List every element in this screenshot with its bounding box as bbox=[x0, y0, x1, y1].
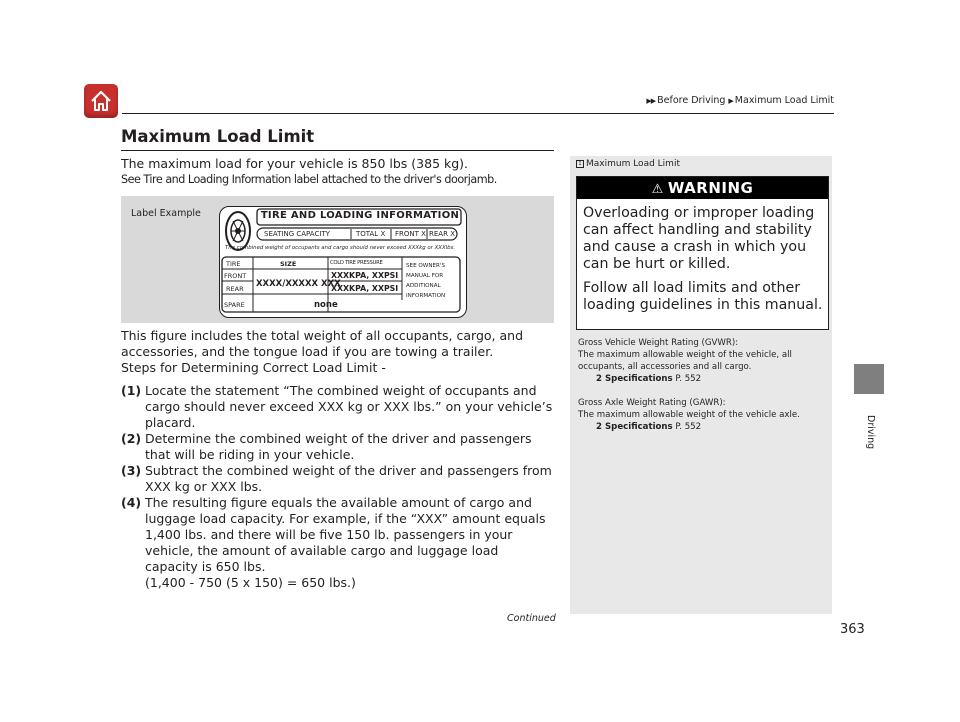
row-spare: SPARE bbox=[224, 301, 245, 309]
seating-capacity-label: SEATING CAPACITY bbox=[264, 230, 330, 238]
rear-pressure-value: XXXKPA, XXPSI bbox=[331, 284, 399, 293]
breadcrumb-link-before-driving[interactable]: Before Driving bbox=[657, 95, 726, 106]
breadcrumb-arrow-icon: ▶▶ bbox=[646, 97, 656, 105]
body-paragraph: This figure includes the total weight of all occupants, cargo, and accessories, and the tongue load if you are towing a trailer. bbox=[121, 328, 524, 359]
warning-text: Overloading or improper loading can affect handling and stability and cause a crash in which you can be hurt or killed. Follow all load limits and other loading guidelines in this manual. bbox=[583, 205, 823, 313]
home-button[interactable] bbox=[84, 84, 118, 118]
gvwr-ref-link[interactable]: Specifications bbox=[604, 374, 673, 384]
label-example-caption: Label Example bbox=[131, 208, 201, 219]
breadcrumb-current: Maximum Load Limit bbox=[734, 95, 834, 106]
sidebar-notes bbox=[578, 337, 826, 433]
tire-loading-label bbox=[219, 206, 467, 318]
page-title: Maximum Load Limit bbox=[121, 127, 315, 146]
gvwr-title: Gross Vehicle Weight Rating (GVWR): bbox=[578, 338, 739, 348]
front-pressure-value: XXXKPA, XXPSI bbox=[331, 271, 399, 280]
rear-label: REAR X bbox=[429, 230, 455, 238]
warning-icon: ⚠ bbox=[651, 182, 664, 197]
gvwr-reference: 2 Specifications P. 552 bbox=[596, 374, 702, 384]
breadcrumb bbox=[646, 95, 834, 106]
body-text bbox=[121, 328, 554, 591]
chapter-tab[interactable] bbox=[854, 364, 884, 394]
header-divider bbox=[122, 113, 834, 114]
gawr-title: Gross Axle Weight Rating (GAWR): bbox=[578, 398, 726, 408]
step-calc: (1,400 - 750 (5 x 150) = 650 lbs.) bbox=[145, 575, 356, 590]
reference-arrow-icon: 2 bbox=[596, 374, 605, 384]
spare-value: none bbox=[314, 300, 338, 310]
see-owners-manual-note: SEE OWNER'S MANUAL FOR ADDITIONAL INFORMATION bbox=[406, 263, 446, 299]
tire-label-title: TIRE AND LOADING INFORMATION bbox=[260, 210, 460, 221]
step-2: (2) Determine the combined weight of the driver and passengers that will be riding in your vehicle. bbox=[121, 431, 532, 462]
warning-box bbox=[576, 176, 829, 330]
front-label: FRONT X bbox=[395, 230, 426, 238]
steps-heading: Steps for Determining Correct Load Limit - bbox=[121, 360, 386, 375]
home-icon bbox=[89, 89, 113, 113]
row-front: FRONT bbox=[224, 272, 247, 280]
step-4: (4) The resulting figure equals the available amount of cargo and luggage load capacity. For example, if the “XXX” amount equals 1,400 lbs. and there will be five 150 lb. passengers in your vehicle, the amount of available cargo and luggage load capacity is 650 lbs. bbox=[121, 495, 546, 574]
combined-weight-statement: The combined weight of occupants and cargo should never exceed XXXkg or XXXlbs. bbox=[225, 245, 456, 251]
label-figure-panel bbox=[121, 196, 554, 323]
row-rear: REAR bbox=[226, 285, 244, 293]
step-1: (1) Locate the statement “The combined weight of occupants and cargo should never exceed XXX kg or XXX lbs.” on your vehicle’s placard. bbox=[121, 383, 553, 430]
continued-marker: Continued bbox=[507, 613, 556, 624]
gvwr-text: The maximum allowable weight of the vehicle, all occupants, all accessories and all cargo. bbox=[578, 350, 792, 372]
total-label: TOTAL X bbox=[356, 230, 386, 238]
gawr-ref-link[interactable]: Specifications bbox=[604, 422, 673, 432]
intro-text: The maximum load for your vehicle is 850 lbs (385 kg). bbox=[121, 156, 469, 171]
gawr-text: The maximum allowable weight of the vehicle axle. bbox=[578, 410, 800, 420]
tire-size-value: XXXX/XXXXX XXX bbox=[256, 279, 341, 289]
page-number: 363 bbox=[840, 622, 865, 637]
chapter-label: Driving bbox=[865, 415, 876, 450]
step-3: (3) Subtract the combined weight of the driver and passengers from XXX kg or XXX lbs. bbox=[121, 463, 552, 494]
reference-arrow-icon: 2 bbox=[596, 422, 605, 432]
gawr-reference: 2 Specifications P. 552 bbox=[596, 422, 702, 432]
sidebar-title: 1 Maximum Load Limit bbox=[576, 159, 680, 169]
title-divider bbox=[121, 150, 554, 151]
col-size: SIZE bbox=[280, 260, 297, 268]
warning-header: ⚠ WARNING bbox=[577, 177, 828, 199]
note-icon: 1 bbox=[576, 160, 584, 168]
breadcrumb-arrow-icon: ▶ bbox=[728, 97, 733, 105]
intro-subtext: See Tire and Loading Information label attached to the driver's doorjamb. bbox=[121, 173, 497, 186]
col-tire: TIRE bbox=[226, 260, 241, 268]
sidebar-notes-panel bbox=[570, 156, 832, 614]
col-pressure: COLD TIRE PRESSURE bbox=[330, 260, 383, 266]
